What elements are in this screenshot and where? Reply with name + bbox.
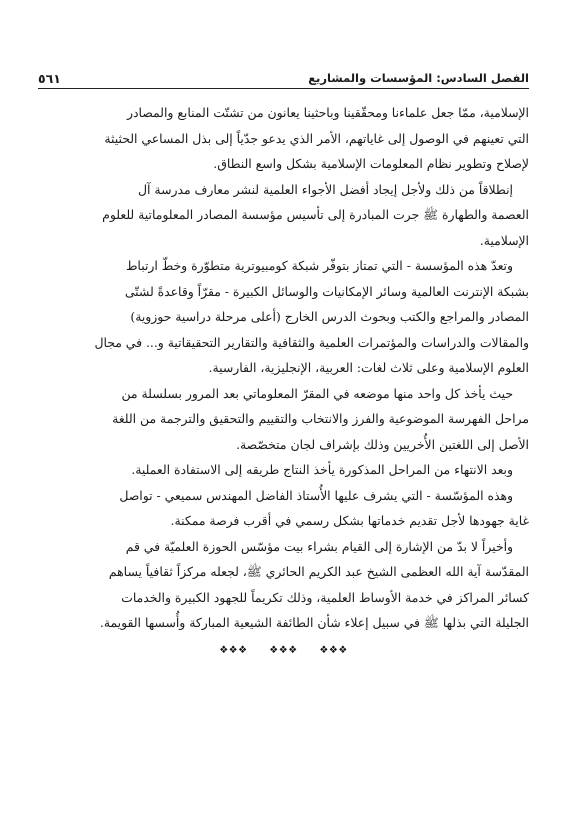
running-chapter-title: الفصل السادس: المؤسسات والمشاريع [308, 71, 529, 85]
text-line: الإسلامية، ممّا جعل علماءنا ومحقّقينا وباحثينا يعانون من تشتّت المنابع والمصادر [127, 105, 529, 120]
text-line: إنطلاقاً من ذلك ولأجل إيجاد أفضل الأجواء العلمية لنشر معارف مدرسة آل [138, 181, 513, 197]
page-body [38, 100, 529, 662]
text-line: لإصلاح وتطوير نظام المعلومات الإسلامية بشكل واسع النطاق. [213, 156, 529, 171]
page-header [38, 70, 529, 89]
text-line: والمقالات والدراسات والمؤتمرات العلمية والثقافية والتقارير التحقيقاتية و... في مجال [94, 334, 529, 350]
text-line: وتعدّ هذه المؤسسة - التي تمتاز بتوفّر شبكة كومبيوترية متطوّرة وخطّ ارتباط [125, 258, 513, 273]
text-line: غاية جهودها لأجل تقديم خدماتها بشكل رسمي في أقرب فرصة ممكنة. [170, 513, 529, 528]
paragraph-intro [38, 100, 529, 177]
text-line: التي تعينهم في الوصول إلى غاياتهم، الأمر الذي يدعو جدّياً إلى بذل المساعي الحثيثة [104, 130, 529, 146]
text-line: وأخيراً لا بدّ من الإشارة إلى القيام بشراء بيت مؤسّس الحوزة العلميّة في قم [125, 538, 513, 554]
text-line: العلوم الإسلامية وعلى ثلاث لغات: العربية، الإنجليزية، الفارسية. [208, 360, 529, 375]
text-line: الإسلامية. [479, 232, 529, 248]
text-line: المقدّسة آية الله العظمى الشيخ عبد الكريم الحائري ﷺ، لجعله مركزاً ثقافياً يساهم [108, 564, 529, 579]
text-line: وهذه المؤسّسة - التي يشرف عليها الأُستاذ الفاضل المهندس سميعي - تواصل [119, 487, 513, 503]
text-line: وبعد الانتهاء من المراحل المذكورة يأخذ النتاج طريقه إلى الاستفادة العملية. [131, 462, 513, 477]
text-line: الجليلة التي بذلها ﷺ في سبيل إعلاء شأن الطائفة الشيعية المباركة وأُسسها القويمة. [99, 615, 529, 630]
diamond-ornament-icon: ❖❖❖ [319, 644, 348, 656]
text-line: حيث يأخذ كل واحد منها موضعه في المقرّ المعلوماتي بعد المرور بسلسلة من [121, 385, 513, 401]
paragraph-usage [38, 457, 529, 483]
text-line: العصمة والطهارة ﷺ جرت المبادرة إلى تأسيس مؤسسة المصادر المعلوماتية للعلوم [102, 207, 529, 222]
paragraph-indexing [38, 381, 529, 458]
page-number: ٥٦١ [38, 71, 61, 86]
section-end-ornament [38, 640, 529, 662]
paragraph-institution [38, 253, 529, 381]
text-line: مراحل الفهرسة الموضوعية والفرز والانتخاب والتقييم والتحقيق والترجمة من اللغة [112, 411, 529, 426]
text-line: كسائر المراكز في خدمة الأوساط العلمية، وذلك تكريماً للجهود الكبيرة والخدمات [121, 589, 529, 605]
text-line: بشبكة الإنترنت العالمية وسائر الإمكانيات والوسائل الكبيرة - مقرّاً وقاعدةً لشتّى [124, 283, 529, 299]
diamond-ornament-icon: ❖❖❖ [219, 644, 248, 656]
text-line: الأصل إلى اللغتين الأُخريين وذلك بإشراف لجان متخصّصة. [236, 436, 529, 452]
paragraph-initiative [38, 177, 529, 254]
text-line: المصادر والمراجع والكتب وبحوث الدرس الخارج (أعلى مرحلة دراسية حوزوية) [130, 309, 529, 324]
diamond-ornament-icon: ❖❖❖ [269, 644, 298, 656]
paragraph-house-purchase [38, 534, 529, 636]
paragraph-supervisor [38, 483, 529, 534]
